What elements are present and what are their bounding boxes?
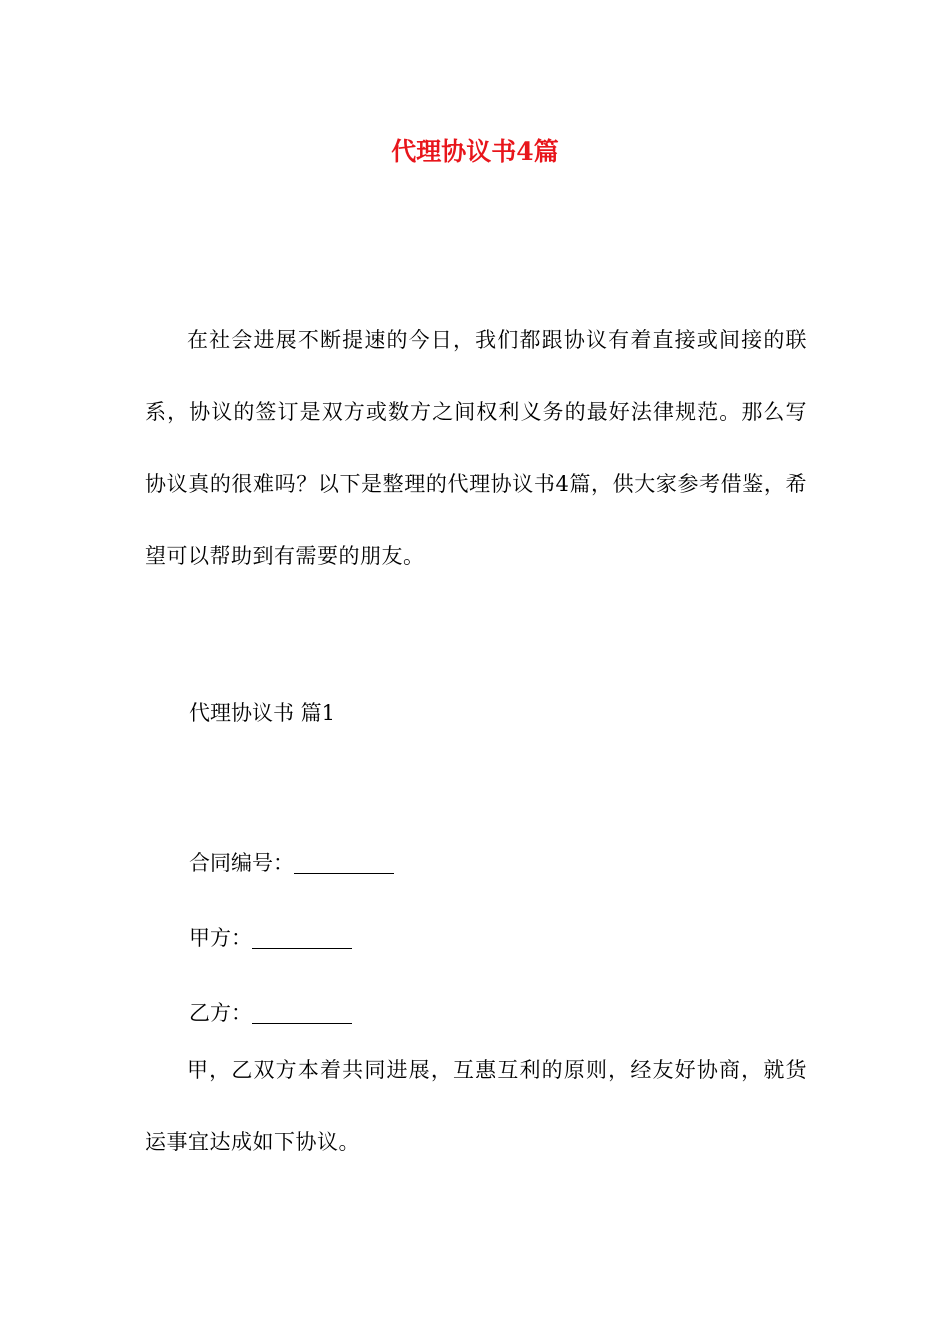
party-b-label: 乙方： (189, 1001, 252, 1025)
contract-number-label: 合同编号： (189, 851, 294, 875)
party-a-blank (252, 928, 352, 949)
party-a-field (189, 920, 352, 956)
party-a-label: 甲方： (189, 926, 252, 950)
contract-number-blank (294, 853, 394, 874)
intro-paragraph: 在社会进展不断提速的今日，我们都跟协议有着直接或间接的联系，协议的签订是双方或数方之间权利义务的最好法律规范。那么写协议真的很难吗？以下是整理的代理协议书4篇，供大家参考借鉴，希望可以帮助到有需要的朋友。 (145, 328, 807, 568)
party-b-field (189, 995, 352, 1031)
body-paragraph: 甲，乙双方本着共同进展，互惠互利的原则，经友好协商，就货运事宜达成如下协议。 (145, 1058, 807, 1154)
section-heading: 代理协议书 篇1 (189, 701, 336, 725)
contract-number-field (189, 845, 394, 881)
document-title: 代理协议书4篇 (391, 137, 559, 166)
party-b-blank (252, 1003, 352, 1024)
